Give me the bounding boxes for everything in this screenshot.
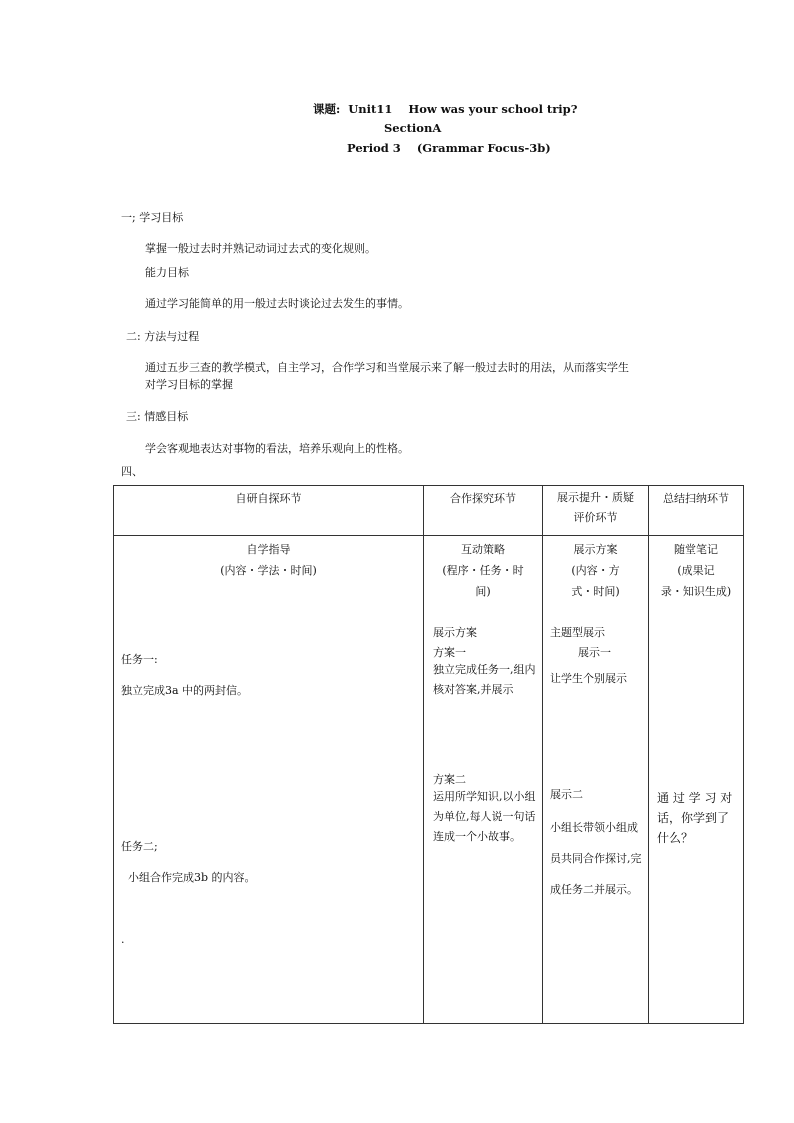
header-cell-4: 总结扫纳环节	[649, 486, 744, 536]
presentation-subheading-2: 式・时间)	[571, 585, 620, 598]
presentation-subheading-1: (内容・方	[571, 564, 620, 577]
present-1-label: 展示一	[578, 646, 611, 659]
table-header-row	[114, 486, 744, 536]
present-2-text: 小组长带领小组成员共同合作探讨,完成任务二并展示。	[550, 821, 642, 896]
title-line-2: SectionA	[384, 121, 442, 135]
cooperation-heading: 互动策略	[461, 543, 505, 556]
present-type: 主题型展示	[550, 626, 605, 639]
self-study-cell	[114, 536, 424, 1024]
title-line-3: Period 3 (Grammar Focus-3b)	[347, 141, 551, 155]
header-cell-3: 展示提升・质疑 评价环节	[543, 486, 649, 536]
section-2-title: 二: 方法与过程	[126, 330, 200, 343]
present-1-text: 让学生个别展示	[550, 672, 627, 685]
stray-dot: .	[121, 933, 125, 946]
task-1-text: 独立完成3a 中的两封信。	[121, 684, 249, 697]
section-1-title: 一; 学习目标	[121, 211, 184, 224]
cooperation-cell	[424, 536, 543, 1024]
task-2-text: 小组合作完成3b 的内容。	[128, 871, 256, 884]
summary-heading: 随堂笔记	[674, 543, 718, 556]
coop-plan-title: 展示方案	[433, 626, 477, 639]
section-3-line-1: 学会客观地表达对事物的看法，培养乐观向上的性格。	[145, 442, 409, 455]
self-study-heading: 自学指导	[246, 543, 291, 556]
coop-plan-1-text: 独立完成任务一,组内核对答案,并展示	[433, 663, 536, 696]
coop-plan-2-label: 方案二	[433, 773, 466, 786]
task-1-label: 任务一:	[121, 653, 158, 666]
section-1-line-2: 能力目标	[145, 266, 189, 279]
section-1-line-1: 掌握一般过去时并熟记动词过去式的变化规则。	[145, 242, 376, 255]
section-2-line-1: 通过五步三查的教学模式，自主学习，合作学习和当堂展示来了解一般过去时的用法，从而落实学生	[145, 361, 629, 374]
summary-cell	[649, 536, 744, 1024]
cooperation-subheading-1: (程序・任务・时	[442, 564, 524, 577]
cooperation-subheading-2: 间)	[475, 585, 491, 598]
section-1-line-3: 通过学习能简单的用一般过去时谈论过去发生的事情。	[145, 297, 409, 310]
header-cell-2: 合作探究环节	[424, 486, 543, 536]
self-study-subheading: (内容・学法・时间)	[220, 564, 317, 577]
presentation-cell	[543, 536, 649, 1024]
section-4-title: 四、	[121, 465, 143, 478]
coop-plan-1-label: 方案一	[433, 646, 466, 659]
summary-subheading-2: 录・知识生成)	[660, 585, 732, 598]
section-3-title: 三: 情感目标	[126, 410, 189, 423]
lesson-table	[113, 485, 744, 1024]
summary-subheading-1: (成果记	[677, 564, 715, 577]
table-body-row	[114, 536, 744, 1024]
coop-plan-2-text: 运用所学知识,以小组为单位,每人说一句话连成一个小故事。	[433, 790, 536, 843]
task-2-label: 任务二;	[121, 840, 158, 853]
title-line-1: 课题: Unit11 How was your school trip?	[313, 102, 578, 116]
header-cell-1: 自研自探环节	[114, 486, 424, 536]
present-2-label: 展示二	[550, 788, 583, 801]
presentation-heading: 展示方案	[573, 543, 618, 556]
summary-note: 通 过 学 习 对话，你学到了什么？	[657, 791, 733, 845]
section-2-line-2: 对学习目标的掌握	[145, 378, 233, 391]
